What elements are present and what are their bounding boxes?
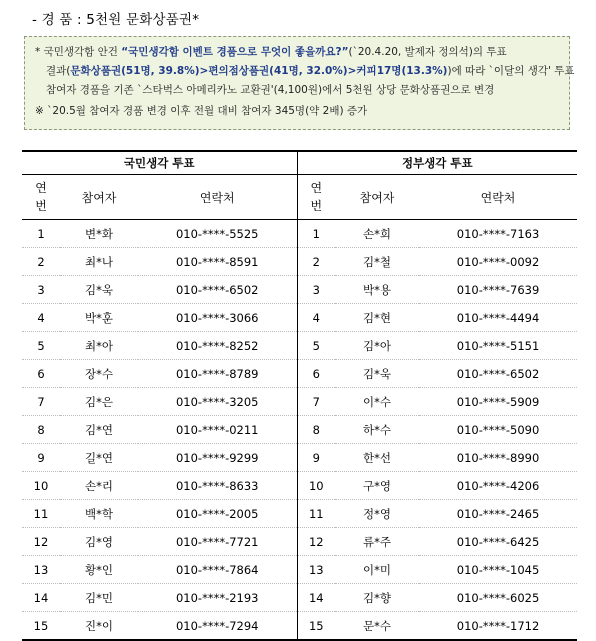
table-row [22,500,577,528]
row-no-left: 13 [22,556,60,584]
participant-phone-left: 010-****-8591 [138,248,297,276]
participant-name-left: 김*은 [60,388,138,416]
row-no-right: 7 [297,388,335,416]
table-row [22,584,577,612]
notice-line-1 [35,43,561,62]
row-no-left: 14 [22,584,60,612]
participant-name-right: 김*욱 [335,360,419,388]
participant-name-left: 김*연 [60,416,138,444]
table-row [22,248,577,276]
participant-phone-left: 010-****-8633 [138,472,297,500]
row-no-left: 5 [22,332,60,360]
col-header-no-1: 연 [35,181,47,195]
row-no-right: 13 [297,556,335,584]
participant-phone-right: 010-****-8990 [419,444,577,472]
table-row [22,332,577,360]
notice-line-2-c: )에 따라 `이달의 생각' 투표 [447,65,575,77]
row-no-right: 4 [297,304,335,332]
participant-name-right: 김*철 [335,248,419,276]
participant-phone-left: 010-****-7294 [138,612,297,641]
notice-line-2-a: 결과( [46,65,71,77]
participant-phone-right: 010-****-0092 [419,248,577,276]
col-header-name-left: 참여자 [60,175,138,220]
participant-phone-right: 010-****-4494 [419,304,577,332]
participant-name-right: 박*용 [335,276,419,304]
col-header-no-2: 번 [310,199,323,213]
row-no-right: 12 [297,528,335,556]
participant-name-left: 박*훈 [60,304,138,332]
row-no-right: 9 [297,444,335,472]
participant-name-left: 길*연 [60,444,138,472]
table-row [22,444,577,472]
prize-heading: - 경 품 : 5천원 문화상품권* [32,12,200,28]
col-header-no-2: 번 [35,199,47,213]
participant-name-right: 구*영 [335,472,419,500]
participant-phone-right: 010-****-6425 [419,528,577,556]
participant-name-right: 한*선 [335,444,419,472]
participant-phone-left: 010-****-6502 [138,276,297,304]
row-no-right: 14 [297,584,335,612]
row-no-right: 3 [297,276,335,304]
notice-footnote: ※ `20.5월 참여자 경품 변경 이후 전월 대비 참여자 345명(약 2배) 증가 [35,105,368,117]
participant-name-right: 문*수 [335,612,419,641]
participant-name-right: 김*현 [335,304,419,332]
participant-name-left: 손*리 [60,472,138,500]
participant-name-right: 김*아 [335,332,419,360]
participant-name-left: 김*욱 [60,276,138,304]
row-no-left: 9 [22,444,60,472]
row-no-right: 8 [297,416,335,444]
notice-line-2 [35,62,575,81]
row-no-right: 11 [297,500,335,528]
table-row [22,556,577,584]
row-no-left: 2 [22,248,60,276]
row-no-left: 4 [22,304,60,332]
participant-phone-right: 010-****-2465 [419,500,577,528]
row-no-left: 1 [22,220,60,248]
col-header-no-1: 연 [310,181,323,195]
participant-phone-right: 010-****-5151 [419,332,577,360]
participant-name-right: 손*희 [335,220,419,248]
participant-name-right: 이*미 [335,556,419,584]
participant-phone-right: 010-****-6502 [419,360,577,388]
row-no-left: 10 [22,472,60,500]
participant-phone-left: 010-****-2005 [138,500,297,528]
row-no-left: 7 [22,388,60,416]
participant-name-left: 황*인 [60,556,138,584]
row-no-left: 6 [22,360,60,388]
participant-phone-left: 010-****-2193 [138,584,297,612]
winners-table [22,150,577,641]
participant-phone-right: 010-****-1045 [419,556,577,584]
notice-line-1-prefix: * 국민생각함 안건 [35,46,122,58]
table-row [22,528,577,556]
notice-vote-result: 문화상품권(51명, 39.8%)>편의점상품권(41명, 32.0%)>커피17명(13.3%) [70,65,448,77]
participant-phone-right: 010-****-4206 [419,472,577,500]
table-row [22,472,577,500]
table-row [22,612,577,641]
row-no-left: 12 [22,528,60,556]
notice-agenda-title: “국민생각함 이벤트 경품으로 무엇이 좋을까요?” [121,46,349,58]
participant-name-right: 하*수 [335,416,419,444]
notice-line-3: 참여자 경품을 기존 `스타벅스 아메리카노 교환권'(4,100원)에서 5천원 상당 문화상품권으로 변경 [46,84,495,96]
participant-name-left: 김*영 [60,528,138,556]
row-no-left: 8 [22,416,60,444]
row-no-right: 6 [297,360,335,388]
col-header-contact-left: 연락처 [138,175,297,220]
col-header-no-left [22,175,60,220]
participant-phone-right: 010-****-5909 [419,388,577,416]
participant-phone-left: 010-****-8252 [138,332,297,360]
participant-name-left: 백*학 [60,500,138,528]
row-no-left: 11 [22,500,60,528]
table-row [22,220,577,248]
participant-phone-left: 010-****-0211 [138,416,297,444]
participant-phone-right: 010-****-7639 [419,276,577,304]
participant-name-right: 이*수 [335,388,419,416]
row-no-right: 15 [297,612,335,641]
table-row [22,416,577,444]
participant-name-left: 김*민 [60,584,138,612]
participant-phone-right: 010-****-6025 [419,584,577,612]
participant-phone-left: 010-****-8789 [138,360,297,388]
row-no-right: 2 [297,248,335,276]
table-row [22,388,577,416]
row-no-right: 1 [297,220,335,248]
table-row [22,276,577,304]
participant-phone-right: 010-****-1712 [419,612,577,641]
participant-name-left: 장*수 [60,360,138,388]
notice-line-1-suffix: (`20.4.20, 발제자 정의석)의 투표 [348,46,507,58]
participant-phone-right: 010-****-5090 [419,416,577,444]
participant-name-right: 정*영 [335,500,419,528]
group-header-government: 정부생각 투표 [297,151,577,175]
participant-phone-left: 010-****-7864 [138,556,297,584]
prize-notice-box [24,36,575,130]
participant-name-right: 류*주 [335,528,419,556]
participant-name-left: 최*나 [60,248,138,276]
participant-phone-left: 010-****-5525 [138,220,297,248]
row-no-left: 3 [22,276,60,304]
participant-name-left: 변*화 [60,220,138,248]
col-header-no-right [297,175,335,220]
row-no-left: 15 [22,612,60,641]
col-header-name-right: 참여자 [335,175,419,220]
table-row [22,304,577,332]
table-row [22,360,577,388]
participant-name-left: 최*아 [60,332,138,360]
row-no-right: 10 [297,472,335,500]
participant-name-right: 김*향 [335,584,419,612]
participant-phone-left: 010-****-3066 [138,304,297,332]
participant-phone-left: 010-****-9299 [138,444,297,472]
col-header-contact-right: 연락처 [419,175,577,220]
group-header-citizen: 국민생각 투표 [22,151,297,175]
participant-phone-right: 010-****-7163 [419,220,577,248]
participant-name-left: 진*이 [60,612,138,641]
participant-phone-left: 010-****-3205 [138,388,297,416]
participant-phone-left: 010-****-7721 [138,528,297,556]
row-no-right: 5 [297,332,335,360]
